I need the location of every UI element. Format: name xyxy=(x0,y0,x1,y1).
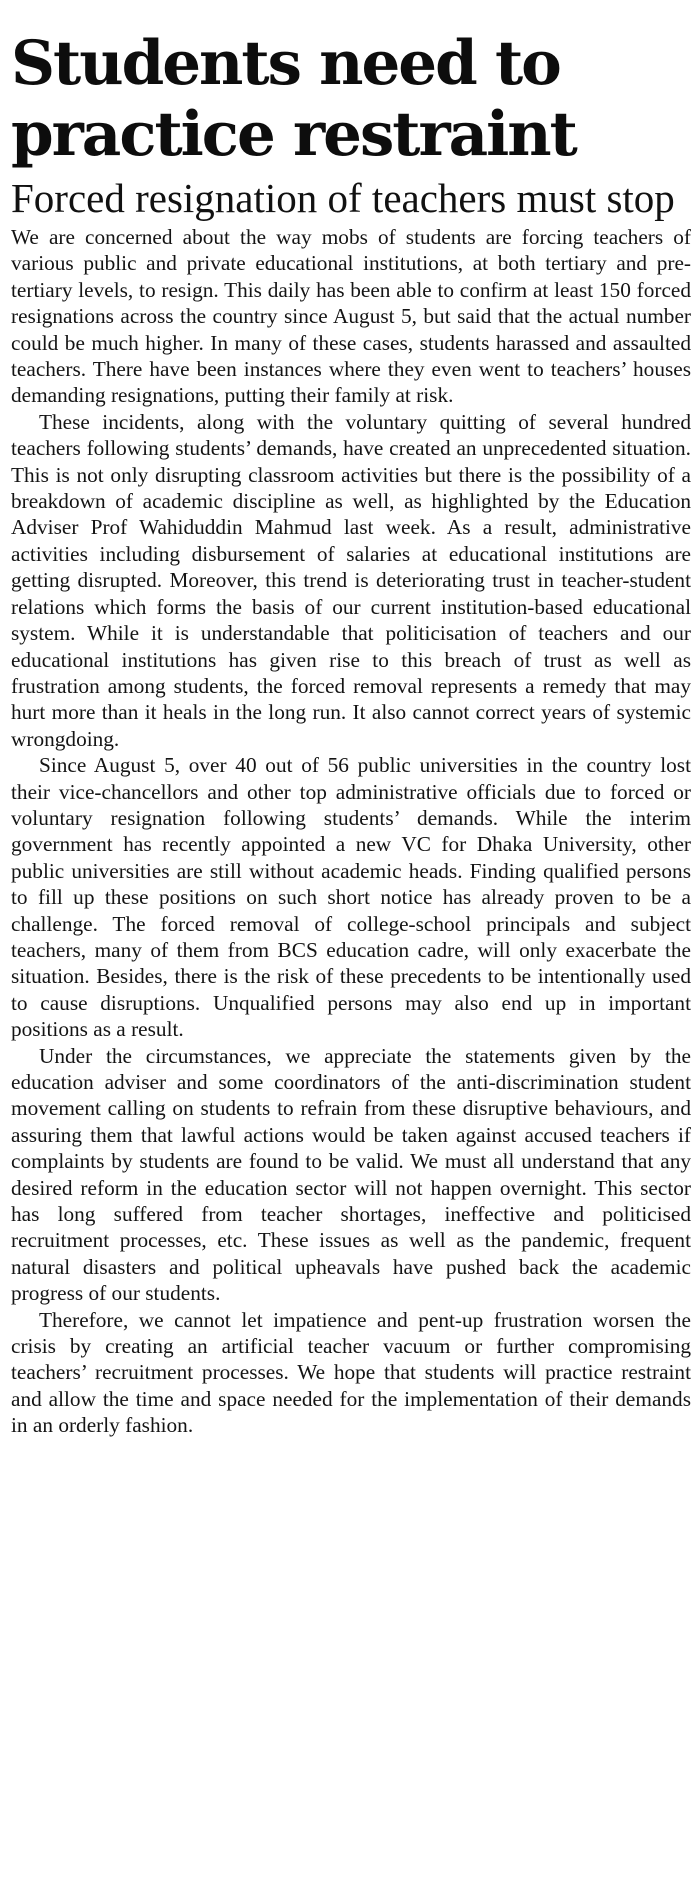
paragraph: Under the circumstances, we appreciate the statements given by the education adviser and some coordinators of the anti-discrimination student movement calling on students to refrain from these disruptive behaviours, and assuring them that lawful actions would be taken against accused teachers if complaints by students are found to be valid. We must all understand that any desired reform in the education sector will not happen overnight. This sector has long suffered from teacher shortages, ineffective and politicised recruitment processes, etc. These issues as well as the pandemic, frequent natural disasters and political upheavals have pushed back the academic progress of our students. xyxy=(11,1043,691,1306)
paragraph: Therefore, we cannot let impatience and pent-up frustration worsen the crisis by creating an artificial teacher vacuum or further compromising teachers’ recruitment processes. We hope that students will practice restraint and allow the time and space needed for the implementation of their demands in an orderly fashion. xyxy=(11,1307,691,1438)
article-body xyxy=(11,224,691,1439)
paragraph: These incidents, along with the voluntary quitting of several hundred teachers following students’ demands, have created an unprecedented situation. This is not only disrupting classroom activities but there is the possibility of a breakdown of academic discipline as well, as highlighted by the Education Adviser Prof Wahiduddin Mahmud last week. As a result, administrative activities including disbursement of salaries at educational institutions are getting disrupted. Moreover, this trend is deteriorating trust in teacher-student relations which forms the basis of our current institution-based educational system. While it is understandable that politicisation of teachers and our educational institutions has given rise to this breach of trust as well as frustration among students, the forced removal represents a remedy that may hurt more than it heals in the long run. It also cannot correct years of systemic wrongdoing. xyxy=(11,409,691,751)
paragraph: Since August 5, over 40 out of 56 public universities in the country lost their vice-chancellors and other top administrative officials due to forced or voluntary resignation following students’ demands. While the interim government has recently appointed a new VC for Dhaka University, other public universities are still without academic heads. Finding qualified persons to fill up these positions on such short notice has already proven to be a challenge. The forced removal of college-school principals and subject teachers, many of them from BCS education cadre, will only exacerbate the situation. Besides, there is the risk of these precedents to be intentionally used to cause disruptions. Unqualified persons may also end up in important positions as a result. xyxy=(11,753,691,1042)
paragraph: We are concerned about the way mobs of students are forcing teachers of various public and private educational institutions, at both tertiary and pre-tertiary levels, to resign. This daily has been able to confirm at least 150 forced resignations across the country since August 5, but said that the actual number could be much higher. In many of these cases, students harassed and assaulted teachers. There have been instances where they even went to teachers’ houses demanding resignations, putting their family at risk. xyxy=(11,225,691,408)
headline: Students need to practice restraint xyxy=(11,28,576,170)
editorial-article xyxy=(11,28,691,1439)
subheadline: Forced resignation of teachers must stop xyxy=(11,175,675,221)
